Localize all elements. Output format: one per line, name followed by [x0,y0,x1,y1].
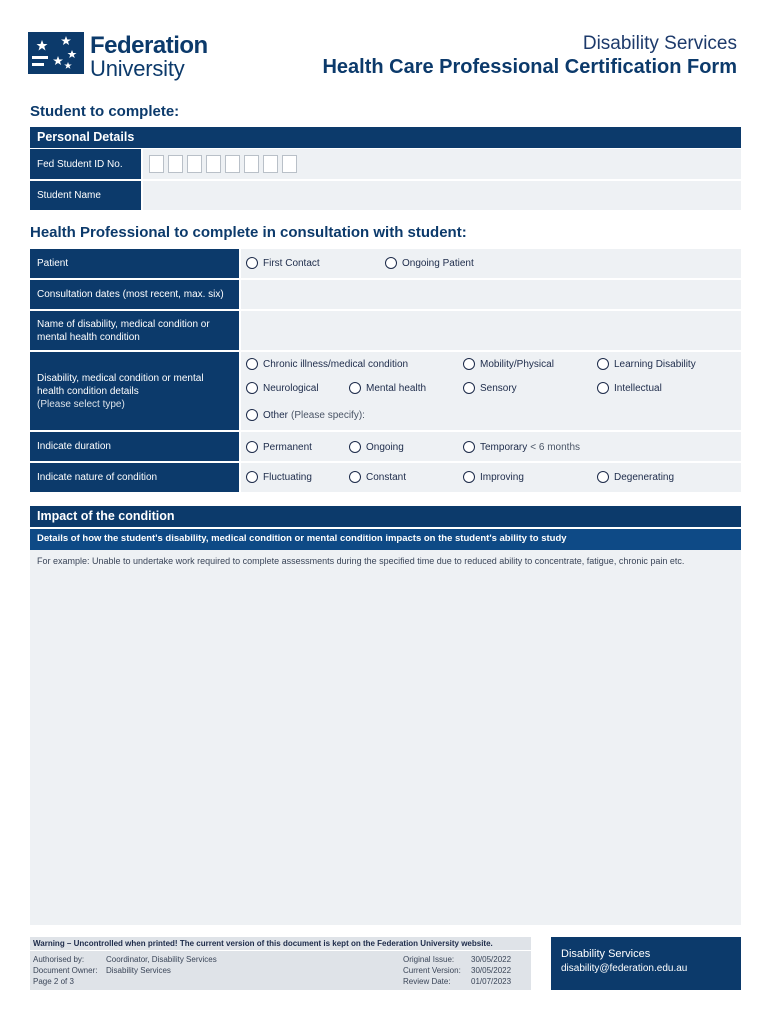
footer-left-values [106,954,217,976]
condition-details-field [241,352,741,430]
radio-icon [597,358,609,370]
temporary-option[interactable]: Temporary < 6 months [463,441,580,453]
review-date-value: 01/07/2023 [471,977,512,986]
radio-icon [246,441,258,453]
radio-icon [385,257,397,269]
condition-details-sublabel: (Please select type) [37,398,125,410]
contact-email-link[interactable]: disability@federation.edu.au [561,963,688,974]
radio-icon [597,471,609,483]
permanent-option[interactable]: Permanent [246,441,312,453]
form-title: Health Care Professional Certification Form [322,56,737,78]
impact-sub-bar: Details of how the student's disability, medical condition or mental condition impacts on the student's ability to study [30,529,741,550]
consultation-dates-row [30,280,741,309]
logo-text-university: University [90,56,185,81]
constant-option[interactable]: Constant [349,471,406,483]
student-id-digit-box[interactable] [263,155,278,173]
student-id-field [143,149,741,179]
condition-name-row [30,311,741,350]
impact-bar: Impact of the condition [30,506,741,527]
condition-details-label: Disability, medical condition or mental health condition details (Please select type) [30,352,239,430]
nature-field [241,463,741,492]
radio-icon [463,382,475,394]
logo-text-federation: Federation [90,32,208,59]
patient-label: Patient [30,249,239,278]
student-name-row [30,181,741,210]
fluctuating-option[interactable]: Fluctuating [246,471,312,483]
ongoing-option[interactable]: Ongoing [349,441,404,453]
radio-icon [246,409,258,421]
mobility-physical-option[interactable]: Mobility/Physical [463,358,554,370]
logo-star-emblem-icon [28,30,86,76]
patient-row [30,249,741,278]
page-number: Page 2 of 3 [33,977,74,986]
intellectual-option[interactable]: Intellectual [597,382,662,394]
contact-box [551,937,741,990]
footer-left-labels [33,954,97,987]
student-id-label: Fed Student ID No. [30,149,141,179]
health-section-heading: Health Professional to complete in consultation with student: [30,224,467,241]
sensory-option[interactable]: Sensory [463,382,517,394]
header-subtitle: Disability Services [582,33,737,54]
chronic-illness-option[interactable]: Chronic illness/medical condition [246,358,408,370]
student-id-digit-box[interactable] [149,155,164,173]
radio-icon [246,257,258,269]
mental-health-option[interactable]: Mental health [349,382,426,394]
student-id-digit-box[interactable] [206,155,221,173]
student-id-digit-box[interactable] [168,155,183,173]
nature-row [30,463,741,492]
document-owner-label: Document Owner: [33,966,98,975]
student-name-label: Student Name [30,181,141,210]
review-date-label: Review Date: [403,977,451,986]
current-version-value: 30/05/2022 [471,966,512,975]
condition-name-field[interactable] [241,311,741,350]
duration-field [241,432,741,461]
personal-details-bar: Personal Details [30,127,741,148]
first-contact-option[interactable]: First Contact [246,257,320,269]
consultation-dates-label: Consultation dates (most recent, max. six) [30,280,239,309]
student-id-digit-box[interactable] [282,155,297,173]
impact-example-text: For example: Unable to undertake work required to complete assessments during the specified time due to reduced ability to concentrate, fatigue, chronic pain etc. [37,556,685,566]
radio-icon [463,471,475,483]
student-section-heading: Student to complete: [30,103,180,120]
radio-icon [349,471,361,483]
radio-icon [463,441,475,453]
radio-icon [349,441,361,453]
other-option[interactable]: Other (Please specify): [246,409,365,421]
student-id-digit-box[interactable] [187,155,202,173]
contact-title: Disability Services [561,948,651,960]
radio-icon [246,358,258,370]
original-issue-value: 30/05/2022 [471,955,512,964]
consultation-dates-field[interactable] [241,280,741,309]
radio-icon [246,382,258,394]
footer-right-values [471,954,511,987]
patient-field [241,249,741,278]
ongoing-patient-option[interactable]: Ongoing Patient [385,257,474,269]
uncontrolled-warning: Warning – Uncontrolled when printed! The current version of this document is kept on the Federation University website. [33,939,493,948]
federation-university-logo [28,30,228,80]
nature-label: Indicate nature of condition [30,463,239,492]
radio-icon [463,358,475,370]
original-issue-label: Original Issue: [403,955,455,964]
current-version-label: Current Version: [403,966,461,975]
improving-option[interactable]: Improving [463,471,524,483]
authorised-by-value: Coordinator, Disability Services [106,955,217,964]
document-control-footer [30,937,531,990]
student-name-field[interactable] [143,181,741,210]
radio-icon [349,382,361,394]
learning-disability-option[interactable]: Learning Disability [597,358,696,370]
neurological-option[interactable]: Neurological [246,382,319,394]
radio-icon [246,471,258,483]
student-id-row [30,149,741,179]
duration-row [30,432,741,461]
duration-label: Indicate duration [30,432,239,461]
student-id-digit-box[interactable] [225,155,240,173]
document-owner-value: Disability Services [106,966,171,975]
condition-details-row [30,352,741,430]
authorised-by-label: Authorised by: [33,955,85,964]
radio-icon [597,382,609,394]
footer-right-labels [403,954,461,987]
student-id-digit-box[interactable] [244,155,259,173]
degenerating-option[interactable]: Degenerating [597,471,674,483]
impact-details-field[interactable] [30,550,741,925]
condition-name-label: Name of disability, medical condition or mental health condition [30,311,239,350]
footer-divider [30,950,531,951]
